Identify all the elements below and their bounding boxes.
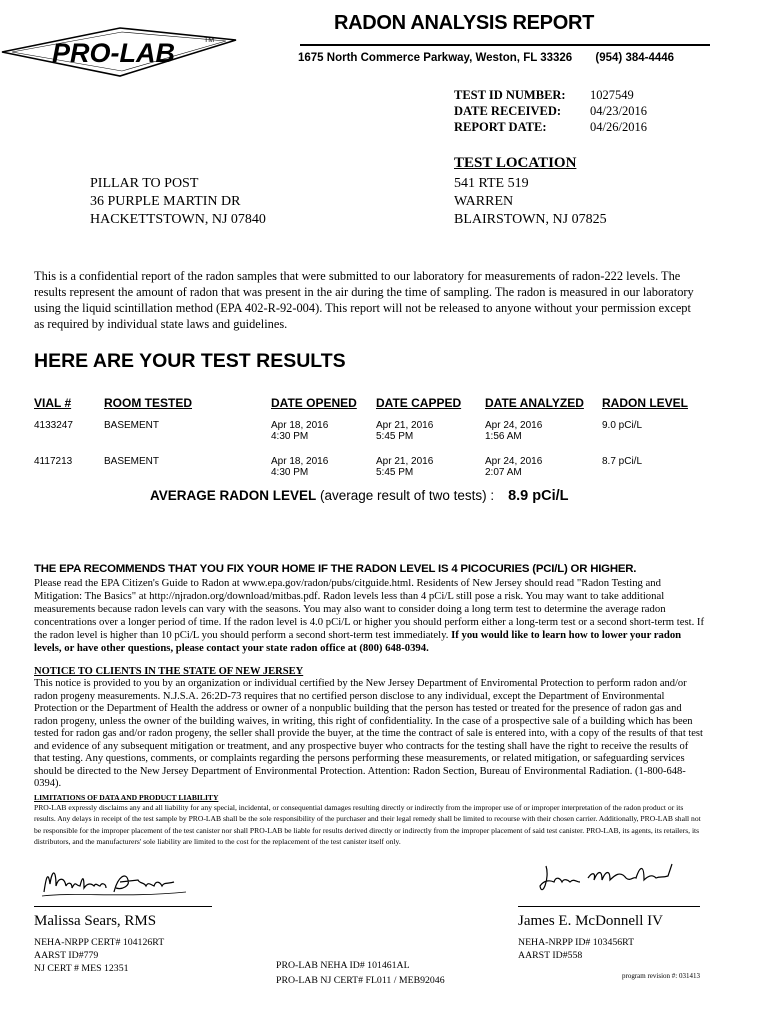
epa-paragraph (34, 577, 706, 654)
time-analyzed: 2:07 AM (485, 467, 522, 478)
vial-number: 4117213 (34, 456, 73, 467)
date-analyzed: Apr 24, 2016 (485, 420, 543, 431)
lab-address: 1675 North Commerce Parkway, Weston, FL 33326 (298, 52, 573, 64)
signature-line-right (518, 906, 700, 907)
date-analyzed: Apr 24, 2016 (485, 456, 543, 467)
table-row (0, 420, 770, 448)
program-revision: program revision #: 031413 (622, 972, 700, 980)
average-label: AVERAGE RADON LEVEL (150, 488, 317, 503)
left-credential-aarst: AARST ID#779 (34, 950, 99, 961)
column-header-vial: VIAL # (34, 396, 72, 410)
location-township: WARREN (454, 194, 514, 209)
lab-certifications (276, 958, 445, 988)
column-header-date-opened: DATE OPENED (271, 396, 357, 410)
right-credential-neha: NEHA-NRPP ID# 103456RT (518, 937, 635, 948)
date-opened: Apr 18, 2016 (271, 420, 329, 431)
report-date-label: REPORT DATE: (454, 120, 547, 134)
signature-james-mcdonnell (536, 858, 686, 904)
signature-line-left (34, 906, 212, 907)
report-date-value: 04/26/2016 (590, 120, 647, 134)
radon-level: 8.7 pCi/L (602, 456, 643, 467)
radon-level: 9.0 pCi/L (602, 420, 643, 431)
column-header-date-capped: DATE CAPPED (376, 396, 462, 410)
epa-heading: THE EPA RECOMMENDS THAT YOU FIX YOUR HOME IF THE RADON LEVEL IS 4 PICOCURIES (PCI/L) OR HIGHER. (34, 563, 637, 575)
liability-paragraph: PRO-LAB expressly disclaims any and all liability for any special, incidental, or consequential damages resulting directly or indirectly from the improper use of or improper interpretation of the radon product or its results. Any delays in receipt of the test sample by PRO-LAB shall be the sole responsibility of the purchaser and their legal remedy shall be limited to recourse with their chosen carrier. Additionally, PRO-LAB shall not be responsible for the improper placement of the test canister nor shall PRO-LAB be liable for results derived directly or indirectly from the improper placement of said test canister. PRO-LAB, its agents, its retailers, its distributors, and the manufacturers' sole liability are limited to the cost for the replacement of the test canister itself only. (34, 803, 701, 847)
nj-notice-heading: NOTICE TO CLIENTS IN THE STATE OF NEW JERSEY (34, 666, 304, 677)
nj-notice-paragraph: This notice is provided to you by an organization or individual certified by the New Jersey Department of Enviromental Protection to perform radon and/or radon progeny measurements. N.J.S.A. 26:2D-73 requires that no certified person disclose to any individual, except the Department of Environmental Protection or the Department of Health the address or owner of a nonpublic building that the person has tested or treated for the presence of radon gas and radon progeny, unless the owner of the building waives, in writing, this right of confidentiality. In the case of a prospective sale of a building which has been tested for radon gas and/or radon progeny, the seller shall provide the buyer, at the time the contract of sale is entered into, with a copy of the results of that test and evidence of any subsequent mitigation or treatment, and any prospective buyer who contracts for the testing shall have the right to receive the results of that testing. Any questions, comments, or complaints regarding the persons performing these measurements, or related mitigation, or safeguarding services should be directed to the New Jersey Department of Environmental Protection. Attention: Radon Section, Bureau of Environmental Radiation. (1-800-648-0394). (34, 678, 703, 789)
test-id-value: 1027549 (590, 88, 634, 102)
client-street: 36 PURPLE MARTIN DR (90, 194, 241, 209)
date-capped: Apr 21, 2016 (376, 420, 434, 431)
left-credential-nj: NJ CERT # MES 12351 (34, 963, 129, 974)
lab-nj-cert: PRO-LAB NJ CERT# FL011 / MEB92046 (276, 975, 445, 986)
room-tested: BASEMENT (104, 456, 160, 467)
liability-heading: LIMITATIONS OF DATA AND PRODUCT LIABILITY (34, 793, 219, 802)
right-credential-aarst: AARST ID#558 (518, 950, 583, 961)
date-opened: Apr 18, 2016 (271, 456, 329, 467)
left-credential-neha: NEHA-NRPP CERT# 104126RT (34, 937, 165, 948)
date-received-label: DATE RECEIVED: (454, 104, 562, 118)
location-street: 541 RTE 519 (454, 176, 529, 191)
column-header-radon-level: RADON LEVEL (602, 396, 689, 410)
room-tested: BASEMENT (104, 420, 160, 431)
test-location-heading: TEST LOCATION (454, 155, 577, 171)
lab-phone: (954) 384-4446 (595, 52, 675, 64)
lab-neha-id: PRO-LAB NEHA ID# 101461AL (276, 960, 410, 971)
location-city: BLAIRSTOWN, NJ 07825 (454, 212, 607, 227)
signer-name-right: James E. McDonnell IV (518, 913, 663, 929)
average-note: (average result of two tests) : (316, 488, 495, 503)
epa-contact-text: If you would like to learn how to lower your radon levels, or have other questions, please contact your state radon office at (800) 648-0394. (34, 628, 682, 654)
time-opened: 4:30 PM (271, 467, 309, 478)
logo-trademark: TM (204, 37, 215, 44)
time-capped: 5:45 PM (376, 431, 414, 442)
pro-lab-logo (0, 8, 260, 88)
column-header-room: ROOM TESTED (104, 396, 193, 410)
average-radon-line (150, 488, 569, 504)
test-id-label: TEST ID NUMBER: (454, 88, 566, 102)
intro-paragraph: This is a confidential report of the radon samples that were submitted to our laboratory for measurements of radon-222 levels. The results represent the amount of radon that was present in the air during the time of sampling. The radon is measured in our laboratory using the liquid scintillation method (EPA 402-R-92-004). This report will not be released to anyone without your permission except as required by individual state laws and guidelines. (34, 269, 694, 331)
client-name: PILLAR TO POST (90, 176, 199, 191)
signer-name-left: Malissa Sears, RMS (34, 913, 157, 929)
client-city: HACKETTSTOWN, NJ 07840 (90, 212, 266, 227)
logo-text: PRO-LAB (52, 38, 175, 68)
header-divider (300, 44, 710, 46)
date-received-value: 04/23/2016 (590, 104, 647, 118)
average-value: 8.9 pCi/L (508, 488, 569, 504)
time-opened: 4:30 PM (271, 431, 309, 442)
lab-address-line (298, 52, 674, 64)
table-row (0, 456, 770, 484)
signature-malissa-sears (36, 862, 196, 906)
time-capped: 5:45 PM (376, 467, 414, 478)
column-header-date-analyzed: DATE ANALYZED (485, 396, 584, 410)
time-analyzed: 1:56 AM (485, 431, 522, 442)
epa-text: Please read the EPA Citizen's Guide to Radon at www.epa.gov/radon/pubs/citguide.html. Residents of New Jersey should read "Radon Testing and Mitigation: The Basics" at http://njradon.org/download/mitbas.pdf. Radon levels less than 4 pCi/L still pose a risk. You may want to take additional measurements because radon levels can vary with the seasons. You may also want to consider doing a long term test to determine the average radon concentrations over a longer period of time. If the radon level is 4.0 pCi/L or higher you should perform either a long-term test or a second short-term test. If the radon level is higher than 10 pCi/L you should perform a second short-term test immediately. (34, 577, 705, 641)
vial-number: 4133247 (34, 420, 73, 431)
report-title: RADON ANALYSIS REPORT (334, 12, 595, 34)
results-heading: HERE ARE YOUR TEST RESULTS (34, 350, 346, 372)
date-capped: Apr 21, 2016 (376, 456, 434, 467)
